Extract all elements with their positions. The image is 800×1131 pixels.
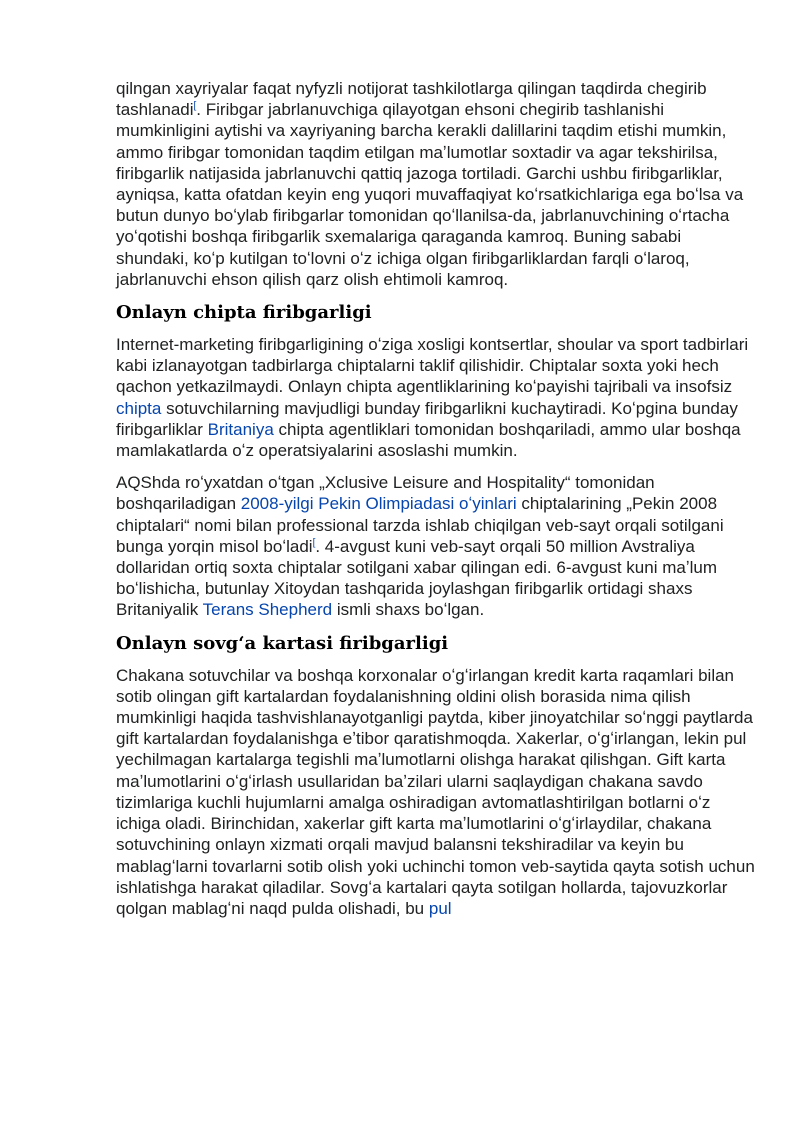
link-beijing-olympics[interactable]: 2008-yilgi Pekin Olimpiadasi oʻyinlari <box>240 494 517 514</box>
reference-link[interactable]: [ <box>312 537 316 549</box>
link-chipta[interactable]: chipta <box>116 398 162 418</box>
paragraph-beijing-example: AQShda roʻyxatdan oʻtgan „Xclusive Leisure and Hospitality“ tomonidan boshqariladigan 2008-yilgi Pekin Olimpiadasi oʻyinlari chiptalarining „Pekin 2008 chiptalari“ nomi bilan professional tarzda ishlab chiqilgan veb-sayt orqali sotilgani bunga yorqin misol boʻladi[. 4-avgust kuni veb-sayt orqali 50 million Avstraliya dollaridan ortiq soxta chiptalar sotilgani xabar qilingan edi. 6-avgust kuni maʼlum boʻlishicha, butunlay Xitoydan tashqarida joylashgan firibgarlik ortidagi shaxs Britaniyalik Terans Shepherd ismli shaxs boʻlgan. <box>116 473 724 620</box>
article-body <box>116 78 756 930</box>
paragraph-gift-card-fraud: Chakana sotuvchilar va boshqa korxonalar oʻgʻirlangan kredit karta raqamlari bilan sotib olingan gift kartalardan foydalanishning oldini olish borasida nima qilish mumkinligi haqida tashvishlanayotganligi paytda, kiber jinoyatchilar soʻnggi paytlarda gift kartalardan foydalanishga eʼtibor qaratishmoqda. Xakerlar, oʻgʻirlangan, lekin pul yechilmagan kartalarga tegishli maʼlumotlarni olishga harakat qilishgan. Gift karta maʼlumotlarini oʻgʻirlash usullaridan baʼzilari ularni saqlaydigan chakana savdo tizimlariga kuchli hujumlarni amalga oshiradigan avtomatlashtirilgan botlarni oʻz ichiga oladi. Birinchidan, xakerlar gift karta maʼlumotlarini oʻgʻirlaydilar, chakana sotuvchining onlayn xizmati orqali mavjud balansni tekshiradilar va keyin bu mablagʻlarni tovarlarni sotib olish yoki uchinchi tomon veb-saytida qayta sotish uchun ishlatishga harakat qiladilar. Sovgʻa kartalari qayta sotilgan hollarda, tajovuzkorlar qolgan mablagʻni naqd pulda olishadi, bu pul <box>116 665 755 918</box>
link-pul[interactable]: pul <box>428 898 452 918</box>
paragraph-ticket-fraud: Internet-marketing firibgarligining oʻziga xosligi kontsertlar, shoular va sport tadbirlari kabi izlanayotgan tadbirlarga chiptalarni taklif qilishidir. Chiptalar soxta yoki hech qachon yetkazilmaydi. Onlayn chipta agentliklarining koʻpayishi tajribali va insofsiz chipta sotuvchilarning mavjudligi bunday firibgarlikni kuchaytiradi. Koʻpgina bunday firibgarliklar Britaniya chipta agentliklari tomonidan boshqariladi, ammo ular boshqa mamlakatlarda oʻz operatsiyalarini asoslashi mumkin. <box>116 335 749 461</box>
link-terans-shepherd[interactable]: Terans Shepherd <box>202 600 333 620</box>
reference-link[interactable]: [ <box>193 100 197 112</box>
section-heading-ticket-fraud: Onlayn chipta firibgarligi <box>116 302 372 324</box>
paragraph-charity: qilngan xayriyalar faqat nyfyzli notijorat tashkilotlarga qilingan taqdirda chegirib tashlanadi[. Firibgar jabrlanuvchiga qilayotgan ehsoni chegirib tashlanishi mumkinligini aytishi va xayriyaning barcha kerakli dalillarini taqdim etishi mumkin, ammo firibgar tomonidan taqdim etilgan maʼlumotlar soxtadir va agar tekshirilsa, firibgarlik natijasida jabrlanuvchi qattiq jazoga tortiladi. Garchi ushbu firibgarliklar, ayniqsa, katta ofatdan keyin eng yuqori muvaffaqiyat koʻrsatkichlariga ega boʻlsa va butun dunyo boʻylab firibgarlar tomonidan qoʻllanilsa-da, jabrlanuvchining oʻrtacha yoʻqotishi boshqa firibgarlik sxemalariga qaraganda kamroq. Buning sababi shundaki, koʻp kutilgan toʻlovni oʻz ichiga olgan firibgarliklardan farqli oʻlaroq, jabrlanuvchi ehson qilish qarz olish ehtimoli kamroq. <box>116 79 744 289</box>
section-heading-gift-card-fraud: Onlayn sovgʻa kartasi firibgarligi <box>116 632 449 654</box>
link-britaniya[interactable]: Britaniya <box>207 419 274 439</box>
